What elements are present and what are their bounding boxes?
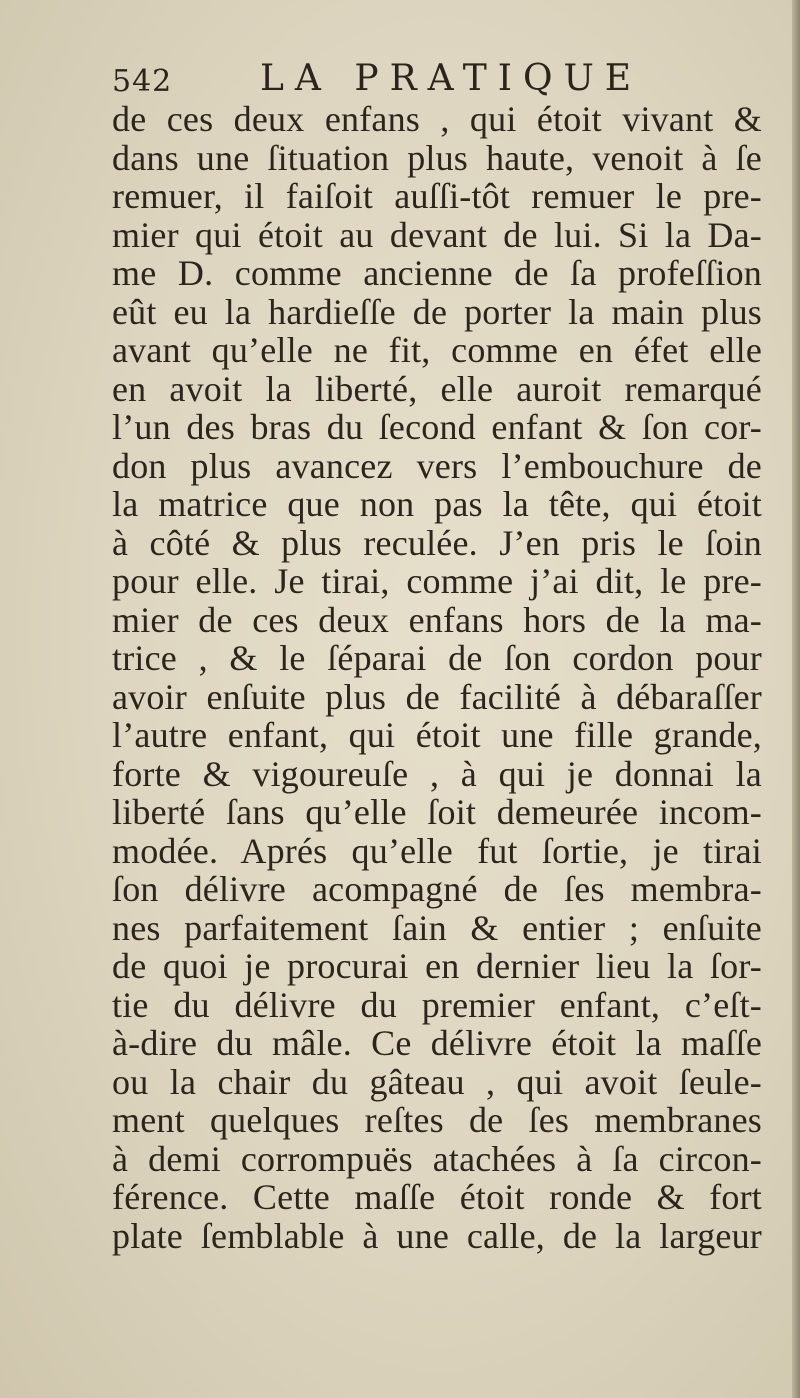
text-line: pour elle. Je tirai, comme j’ai dit, le pre- [112, 561, 762, 601]
text-line: eût eu la hardieſſe de porter la main plus [112, 291, 762, 332]
text-line: de ces deux enfans , qui étoit vivant & [112, 99, 762, 139]
text-line: avoir enſuite plus de facilité à débaraſſer [112, 676, 762, 717]
text-line: modée. Aprés qu’elle fut ſortie, je tirai [112, 830, 762, 871]
text-line: l’autre enfant, qui étoit une fille grande, [112, 715, 762, 755]
text-line: mier qui étoit au devant de lui. Si la Da- [112, 214, 762, 255]
body-text [112, 100, 762, 1255]
text-line: plate ſemblable à une calle, de la largeur [112, 1215, 762, 1256]
text-line: férence. Cette maſſe étoit ronde & fort [112, 1177, 762, 1217]
text-line: la matrice que non pas la tête, qui étoit [112, 484, 762, 524]
text-line: tie du délivre du premier enfant, c’eſt- [112, 984, 762, 1025]
page-edge-shadow [792, 0, 800, 1398]
text-line: mier de ces deux enfans hors de la ma- [112, 599, 762, 640]
text-line: à-dire du mâle. Ce délivre étoit la maſſe [112, 1023, 762, 1063]
text-line: forte & vigoureuſe , à qui je donnai la [112, 753, 762, 794]
page-number: 542 [112, 64, 173, 99]
text-line: ſon délivre acompagné de ſes membra- [112, 869, 762, 909]
text-line: ou la chair du gâteau , qui avoit ſeule- [112, 1061, 762, 1102]
text-line: avant qu’elle ne fit, comme en éfet elle [112, 330, 762, 370]
text-line: me D. comme ancienne de ſa profeſſion [112, 253, 762, 293]
text-line: trice , & le ſéparai de ſon cordon pour [112, 638, 762, 678]
text-line: don plus avancez vers l’embouchure de [112, 445, 762, 486]
running-title: LA PRATIQUE [260, 58, 643, 99]
text-line: en avoit la liberté, elle auroit remarqué [112, 368, 762, 409]
text-line: à côté & plus reculée. J’en pris le ſoin [112, 522, 762, 563]
text-line: à demi corrompuës atachées à ſa circon- [112, 1138, 762, 1179]
text-line: remuer, il faiſoit auſſi-tôt remuer le pre- [112, 176, 762, 216]
text-line: dans une ſituation plus haute, venoit à ſe [112, 137, 762, 178]
text-line: ment quelques reſtes de ſes membranes [112, 1100, 762, 1140]
text-line: de quoi je procurai en dernier lieu la ſor- [112, 946, 762, 986]
text-line: l’un des bras du ſecond enfant & ſon cor- [112, 407, 762, 447]
text-line: nes parfaitement ſain & entier ; enſuite [112, 907, 762, 948]
text-line: liberté ſans qu’elle ſoit demeurée incom- [112, 792, 762, 832]
